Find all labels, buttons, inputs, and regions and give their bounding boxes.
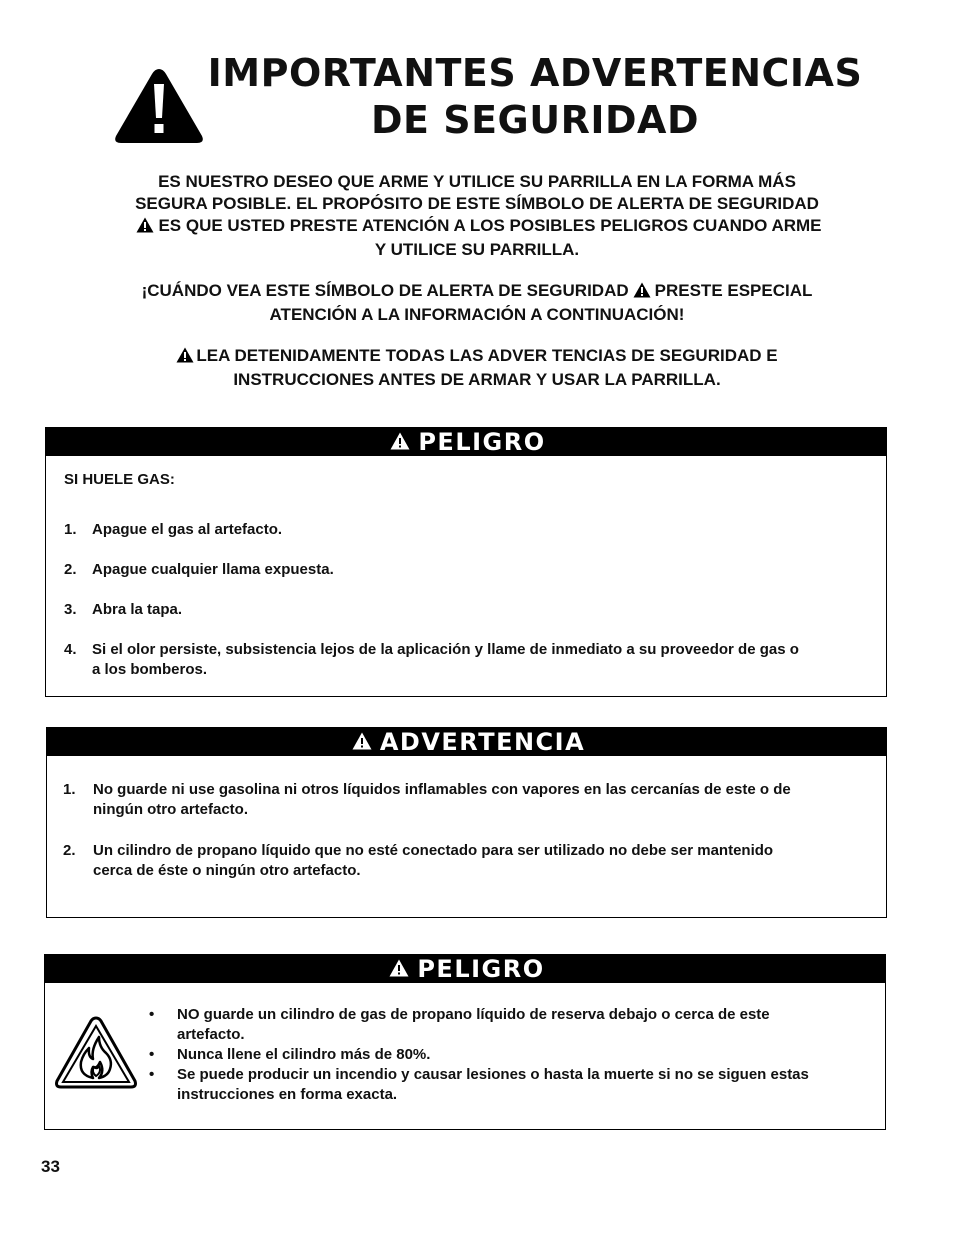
intro-p1-line-4: Y UTILICE SU PARRILLA. [374,240,580,259]
danger-box-propane [44,954,886,1130]
list-item [149,1045,881,1065]
item-text-line-2: a los bomberos. [92,661,208,678]
bullet: • [149,1046,155,1063]
item-text-line-1: NO guarde un cilindro de gas de propano líquido de reserva debajo o cerca de este [177,1006,770,1023]
item-text-line-1: Si el olor persiste, subsistencia lejos de la aplicación y llame de inmediato a su proveedor de gas o [92,641,799,658]
list-item [64,600,876,620]
item-text: Apague el gas al artefacto. [92,521,283,538]
page-number: 33 [41,1157,60,1176]
danger-box-header [46,428,886,456]
bullet: • [149,1006,155,1023]
safety-alert-icon [136,217,154,239]
intro-p2-line-1-a: ¡CUÁNDO VEA ESTE SÍMBOLO DE ALERTA DE SEGURIDAD [141,281,629,300]
list-item [149,1005,881,1045]
item-text-line-2: artefacto. [177,1026,245,1043]
safety-alert-icon [389,955,409,983]
intro-p2-line-1 [60,280,894,304]
list-item [64,520,876,540]
danger-box-gas [45,427,887,697]
safety-alert-icon [390,428,410,456]
intro-paragraph-3 [60,345,894,391]
safety-alert-icon [352,728,372,756]
list-item [64,640,876,680]
item-number: 2. [63,842,76,859]
intro-p1-line-3-text: ES QUE USTED PRESTE ATENCIÓN A LOS POSIBLES PELIGROS CUANDO ARME [158,216,822,235]
intro-p1-line-3 [60,215,894,239]
list-item [64,560,876,580]
item-text: Apague cualquier llama expuesta. [92,561,334,578]
item-text-line-1: No guarde ni use gasolina ni otros líquidos inflamables con vapores en las cercanías de este o de [93,781,791,798]
intro-p3-line-1 [60,345,894,369]
list-item [149,1065,881,1105]
list-item [63,841,875,881]
intro-paragraph-1 [60,171,894,261]
warning-box [46,727,887,918]
safety-alert-icon [633,282,651,304]
item-number: 4. [64,641,77,658]
item-number: 2. [64,561,77,578]
page-title [190,50,880,144]
item-text-line-2: ningún otro artefacto. [93,801,248,818]
list-item [63,780,875,820]
intro-p2-line-1-b: PRESTE ESPECIAL [654,281,813,300]
item-text-line-1: Se puede producir un incendio y causar lesiones o hasta la muerte si no se siguen estas [177,1066,809,1083]
danger-box-title: PELIGRO [418,428,546,456]
title-line-2: DE SEGURIDAD [371,98,699,142]
item-text: Abra la tapa. [92,601,183,618]
intro-p3-line-2: INSTRUCCIONES ANTES DE ARMAR Y USAR LA PARRILLA. [233,370,721,389]
item-number: 3. [64,601,77,618]
warning-box-title: ADVERTENCIA [379,728,586,756]
item-number: 1. [64,521,77,538]
title-line-1: IMPORTANTES ADVERTENCIAS [207,51,863,95]
warning-box-header [47,728,886,756]
gas-smell-label: SI HUELE GAS: [64,471,175,488]
item-text-line-1: Nunca llene el cilindro más de 80%. [177,1046,431,1063]
item-text-line-2: instrucciones en forma exacta. [177,1086,398,1103]
danger-box-header [45,955,885,983]
safety-alert-icon [176,347,194,369]
intro-paragraph-2 [60,280,894,326]
item-number: 1. [63,781,76,798]
item-text-line-1: Un cilindro de propano líquido que no esté conectado para ser utilizado no debe ser mantenido [93,842,774,859]
danger-box-title: PELIGRO [417,955,545,983]
item-text-line-2: cerca de éste o ningún otro artefacto. [93,862,361,879]
fire-hazard-icon [53,1015,139,1091]
intro-p2-line-2: ATENCIÓN A LA INFORMACIÓN A CONTINUACIÓN! [269,305,685,324]
bullet: • [149,1066,155,1083]
intro-p1-line-1: ES NUESTRO DESEO QUE ARME Y UTILICE SU PARRILLA EN LA FORMA MÁS [158,172,796,191]
intro-p3-line-1-text: LEA DETENIDAMENTE TODAS LAS ADVER TENCIAS DE SEGURIDAD E [196,346,778,365]
intro-p1-line-2: SEGURA POSIBLE. EL PROPÓSITO DE ESTE SÍMBOLO DE ALERTA DE SEGURIDAD [135,194,819,213]
